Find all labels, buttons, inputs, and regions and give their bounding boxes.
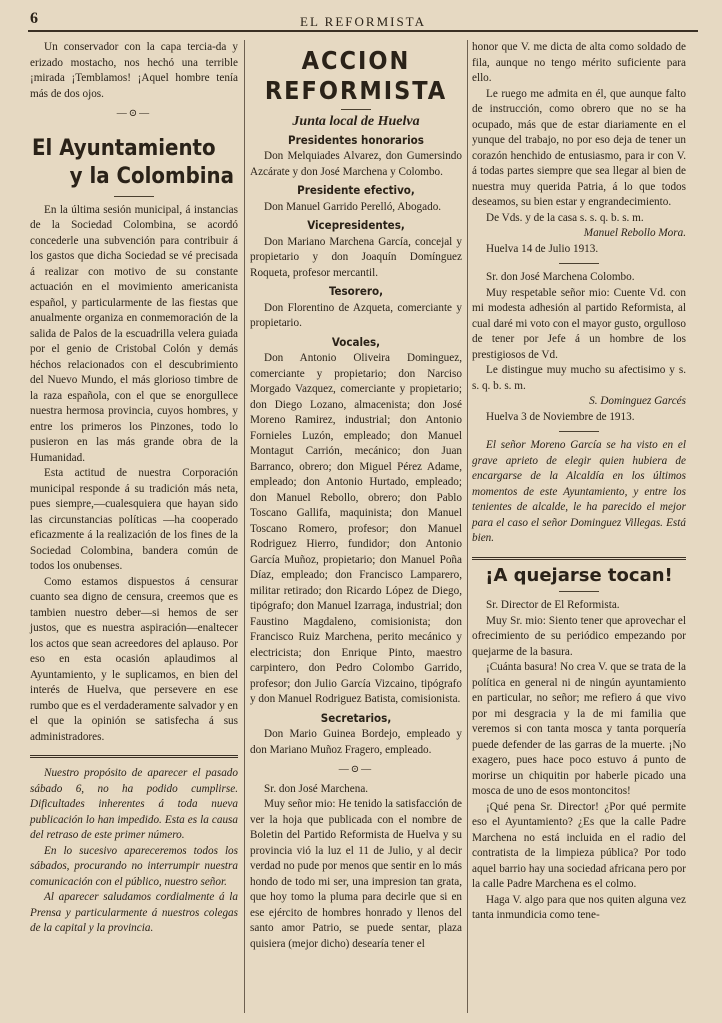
subheading: Secretarios, bbox=[320, 710, 392, 725]
article-paragraph: En la última sesión municipal, á instancias de la Sociedad Colombina, se acordó concederle una subvención para contribuir á los gastos que dicha Sociedad se vé precisada á realizar con motivo de su constante actuación en el movimiento americanista español, y particularmente de las fiestas que anualmente organiza en conmemoración de la salida de Palos de la escuadrilla velera guiada por el genio de Cristobal Colón y demás héchos relacionados con el descubrimiento del Nuevo Mundo, el más glorioso timbre de la raza española, con el que se enorgullece nuestra hermosa provincia, cuyos hombres, y entre los primeros los Pinzones, todo lo pusieron en las más grande obra de la Humanidad. bbox=[30, 203, 238, 464]
article-title-line1: El Ayuntamiento bbox=[32, 135, 216, 161]
section-rule bbox=[30, 755, 238, 758]
ornament: —⊙— bbox=[338, 764, 374, 775]
title-rule bbox=[114, 196, 154, 197]
column-2 bbox=[250, 40, 462, 952]
members-paragraph: Don Mariano Marchena García, concejal y propietario y don Joaquín Domínguez Roqueta, profesor mercantil. bbox=[250, 235, 462, 279]
letter-paragraph: Muy Sr. mio: Siento tener que aprovechar el ofrecimiento de su periódico empezando por quejarme de la basura. bbox=[472, 614, 686, 658]
subheading: Presidente efectivo, bbox=[297, 183, 415, 197]
letter-closing: De Vds. y de la casa s. s. q. b. s. m. bbox=[486, 211, 644, 224]
letter-date: Huelva 3 de Noviembre de 1913. bbox=[486, 410, 635, 423]
notice-paragraph: Nuestro propósito de aparecer el pasado sábado 6, no ha podido cumplirse. Dificultades inherentes á toda nueva publicación lo han impedido. Esta es la causa del retraso de este primer número. bbox=[30, 767, 238, 841]
letter-salutation: Sr. don José Marchena Colombo. bbox=[486, 271, 635, 283]
section-title: ACCION REFORMISTA bbox=[264, 46, 448, 105]
letter-date: Huelva 14 de Julio 1913. bbox=[486, 242, 599, 255]
article-paragraph: Como estamos dispuestos á censurar cuanto sea digno de censura, creemos que es tambien nuestro deber—si hemos de ser justos, que es nuestra aspiración—enaltecer los actos que sean acreedores del aplauso. Por eso en esta ocasión aplaudimos al Ayuntamiento, y le suplicamos, en bien del interés de Huelva, que persevere en ese rumbo que es el verdaderamente salvador y en el que la opinión se satisfecha á sus administradores. bbox=[30, 575, 238, 743]
members-paragraph: Don Antonio Oliveira Dominguez, comerciante y propietario; don Narciso Morgado Vazquez, comerciante y propietario; don Diego Lozano, almacenista; don José Moreno Ramirez, industrial; don Antonio Fornieles Luzón, empleado; don Manuel Montagut Carrión, mecánico; don Juan Barranco, obrero; don Miguel Pérez Adame, empleado; don Antonio Hurtado, empleado; don Manuel Rebollo, obrero; don Pablo Toscano Gallifa, maquinista; don Manuel Toscano Romero, profesor; don Manuel Rodriguez Hierro, fundidor; don Antonio García Muñoz, propietario; don Manuel Poña Díaz, empleado; don Francisco Lamparero, militar retirado; don Ricardo López de Diego, tipógrafo; don Manuel Izarraga, industrial; don Faustino Magdaleno, comisionista; don Francisco Ruiz Marchena, perito mecánico y electricista; don Enrique Pinto, maestro carpintero, don Pedro Colombo Garrido, profesor; don Julio García Vizcaino, tipógrafo y don Manuel Rodriguez Batista, comisionista. bbox=[250, 352, 462, 705]
newspaper-title: EL REFORMISTA bbox=[300, 14, 426, 29]
letter-paragraph: ¡Cuánta basura! No crea V. que se trata de la política en general ni de ningún ayuntamiento en particular, no señor; me refiero á que vivo por mi desgracia y la de mi familia que veremos si con tanta mosca y tanta porquería puede defender de las garras de la muerte. ¡No exagero, pues hace poco estuvo á punto de morirse un chiquitin por haberle picado una mosca de uno de esos montoncitos! bbox=[472, 661, 686, 797]
letter-paragraph: Haga V. algo para que nos quiten alguna vez tanta inmundicia como tene- bbox=[472, 893, 686, 921]
subtitle: Junta local de Huelva bbox=[292, 114, 420, 129]
members-paragraph: Don Mario Guinea Bordejo, empleado y don Mariano Muñoz Fragero, empleado. bbox=[250, 728, 462, 756]
separator-rule bbox=[559, 431, 599, 432]
header-rule bbox=[28, 30, 698, 32]
subheading: Presidentes honorarios bbox=[288, 132, 424, 147]
column-1 bbox=[30, 40, 238, 937]
article-title-line2: y la Colombina bbox=[69, 163, 234, 189]
members-paragraph: Don Florentino de Azqueta, comerciante y propietario. bbox=[250, 301, 462, 329]
page-number: 6 bbox=[30, 10, 38, 27]
intro-paragraph: Un conservador con la capa tercia-da y erizado mostacho, nos hechó una terrible ¡mirada ¡Temblamos! ¡Aquel hombre tenía más de dos ojos. bbox=[30, 41, 238, 100]
letter-paragraph: ¡Qué pena Sr. Director! ¿Por qué permite eso el Ayuntamiento? ¿Es que la calle Padre Marchena no está incluida en el radio del contratista de la limpieza pública? Por todo aquel barrio hay una sociedad africana pero por la calle Padre Marchena es el colmo. bbox=[472, 800, 686, 890]
page-header bbox=[28, 8, 698, 30]
article-paragraph: Esta actitud de nuestra Corporación municipal responde á su tradición más neta, pues siempre,—cualesquiera que hayan sido las circunstancias políticas —ha cooperado eficazmente á la realización de los fines de la Sociedad Colombina, bandera común de todos los onubenses. bbox=[30, 467, 238, 572]
letter-paragraph: Muy respetable señor mio: Cuente Vd. con mi modesta adhesión al partido Reformista, al cual daré mi voto con el mayor gusto, orgulloso de tener por Jefe á un hombre de los prestigiosos de Vd. bbox=[472, 286, 686, 361]
title-rule bbox=[341, 109, 371, 110]
letter-paragraph: Le ruego me admita en él, que aunque falto de instrucción, como obrero que no se ha ocupado, más que de estar diariamente en el yunque del trabajo, no por eso deja de tener un corazón henchido de entusiasmo, para ir con V. á todas partes siempre que sea llegar al bien de nuestra muy querida Patria, á lo que todos deseamos, su bien estar y engrandecimiento. bbox=[472, 87, 686, 208]
letter-paragraph: honor que V. me dicta de alta como soldado de fila, aunque no tengo mérito suficiente para ello. bbox=[472, 41, 686, 84]
members-paragraph: Don Manuel Garrido Perelló, Abogado. bbox=[264, 200, 442, 213]
letter-salutation: Sr. Director de El Reformista. bbox=[486, 599, 620, 611]
letter-paragraph: Muy señor mio: He tenido la satisfacción de ver la hoja que publicada con el nombre de Boletin del Partido Reformista de Huelva y su provincia vió la luz el 11 de Julio, y al decir verdad no pude por menos que sentir en lo más hondo de todo mi ser, una impresion tan grata, que hoy tomo la pluma para decirle que si en ese ejército de hombres honrado y llenos del santo amor Patrio, se puede sentar, plaza quisiera (mejor dicho) desearía tener el bbox=[250, 798, 462, 950]
separator-rule bbox=[559, 263, 599, 264]
title-rule bbox=[559, 591, 599, 592]
section-rule bbox=[472, 557, 686, 560]
notice-paragraph: Al aparecer saludamos cordialmente á la Prensa y particularmente á nuestros colegas de la capital y la provincia. bbox=[30, 891, 238, 934]
letter-closing: Le distingue muy mucho su afectisimo y s. s. q. b. s. m. bbox=[472, 364, 686, 392]
section-title: ¡A quejarse tocan! bbox=[485, 564, 673, 586]
column-3 bbox=[472, 40, 686, 924]
signature: S. Dominguez Garcés bbox=[589, 395, 686, 407]
signature: Manuel Rebollo Mora. bbox=[583, 227, 686, 239]
ornament: —⊙— bbox=[116, 108, 152, 119]
subheading: Vicepresidentes, bbox=[307, 218, 405, 232]
subheading: Vocales, bbox=[331, 334, 381, 349]
column-divider bbox=[244, 40, 245, 1013]
subheading: Tesorero, bbox=[328, 284, 384, 298]
letter-salutation: Sr. don José Marchena. bbox=[264, 782, 369, 795]
notice-paragraph: El señor Moreno García se ha visto en el grave aprieto de elegir quien hubiera de encargarse de la Alcaldía en los últimos momentos de este Ayuntamiento, y entre los tenientes de alcalde, le ha parecido el mejor para el caso el señor Dominguez Villegas. Está bien. bbox=[472, 439, 686, 544]
notice-paragraph: En lo sucesivo apareceremos todos los sábados, procurando no interrumpir nuestra comunicación con el público, nuestro señor. bbox=[30, 844, 238, 888]
members-paragraph: Don Melquiades Alvarez, don Gumersindo Azcárate y don José Marchena y Colombo. bbox=[250, 150, 462, 178]
column-divider bbox=[467, 40, 468, 1013]
